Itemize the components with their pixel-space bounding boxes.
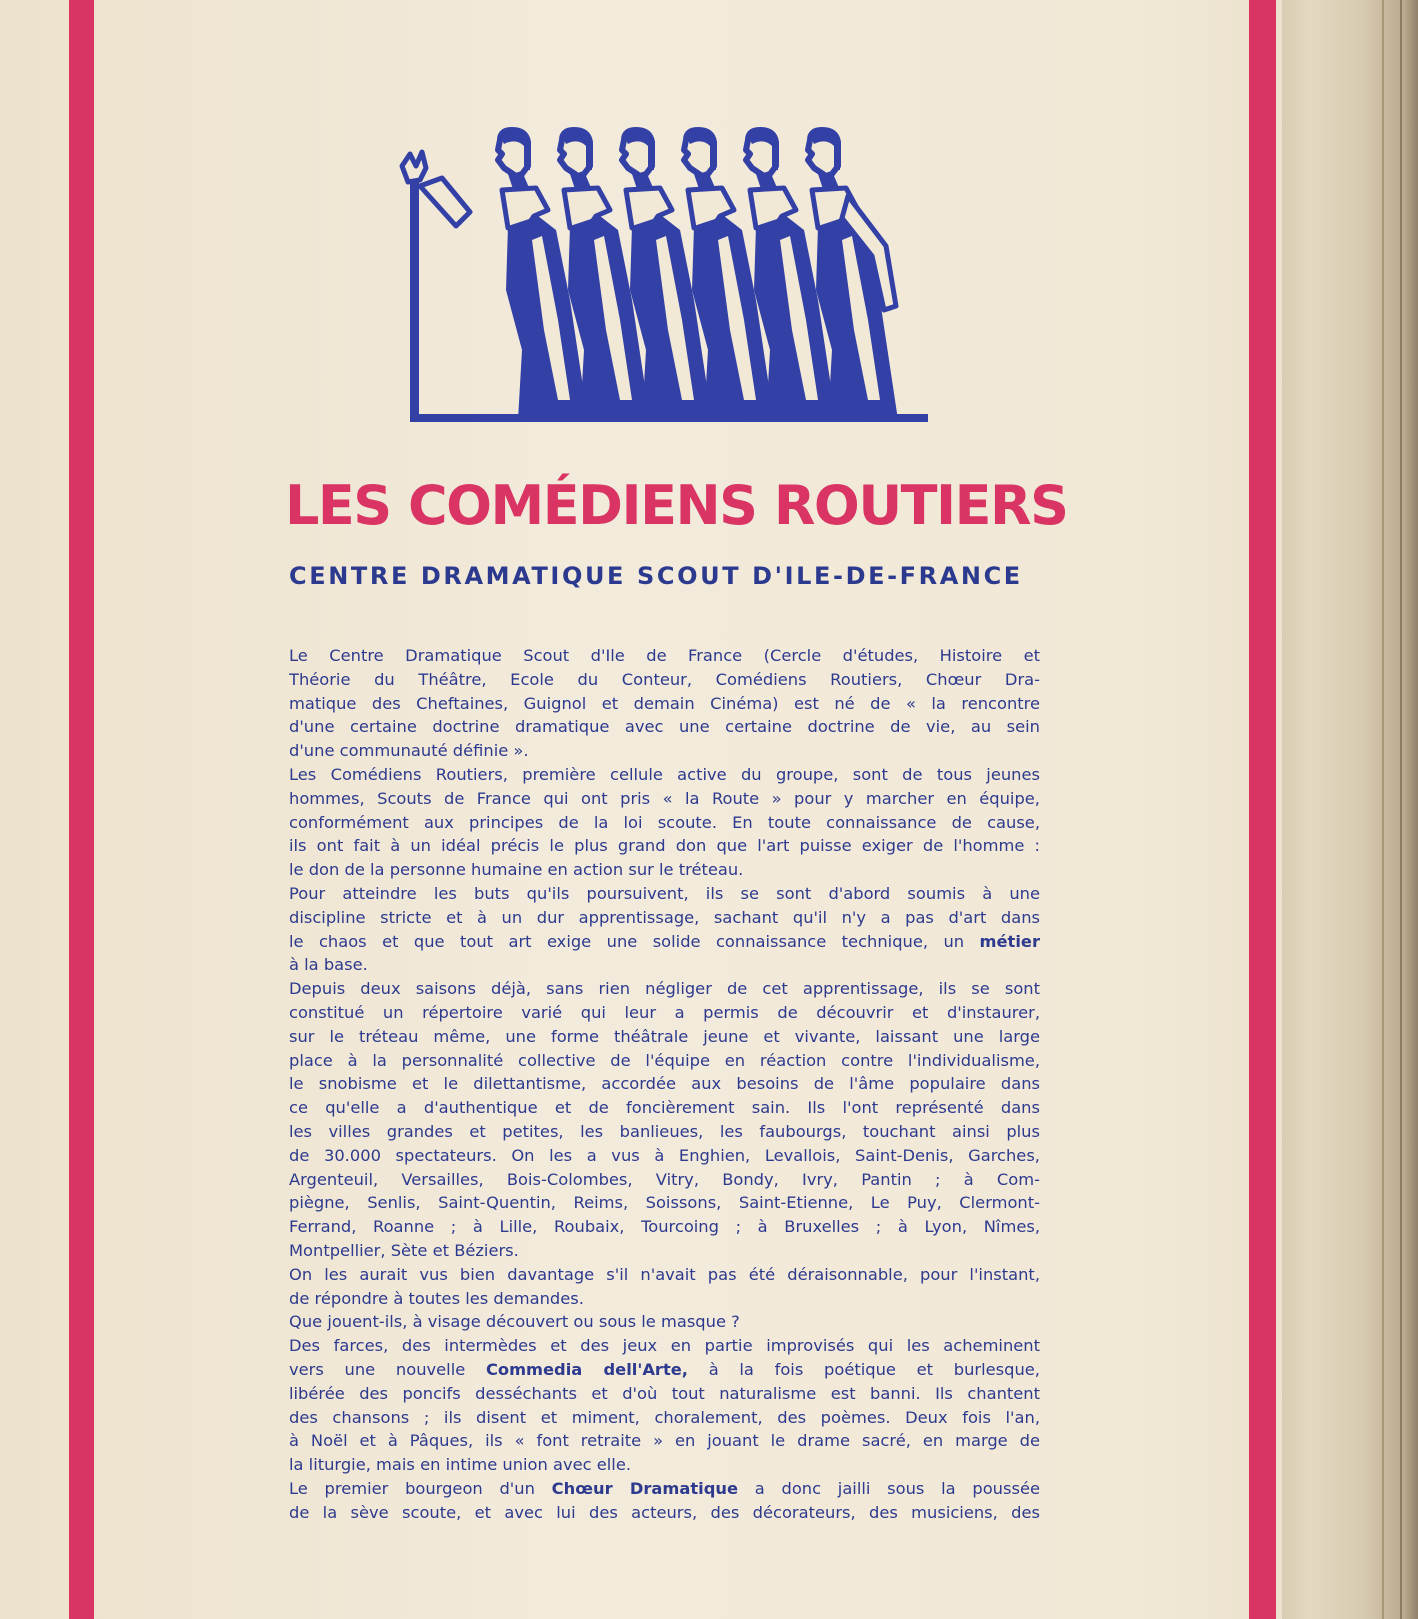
left-red-band — [69, 0, 94, 1619]
body-line-bold: Chœur Dramatique — [551, 1478, 739, 1498]
body-line — [289, 977, 1040, 1001]
body-line-text: Que jouent-ils, à visage découvert ou sous le masque ? — [289, 1312, 740, 1332]
body-line-text: Le premier bourgeon d'un — [289, 1478, 535, 1498]
page-title: LES COMÉDIENS ROUTIERS — [285, 474, 1068, 537]
body-line — [289, 1263, 1040, 1287]
body-line-text: conformément aux principes de la loi scoute. En toute connaissance de cause, — [289, 812, 1040, 832]
body-line — [289, 1072, 1040, 1096]
body-line — [289, 1049, 1040, 1073]
body-line — [289, 1025, 1040, 1049]
body-line-bold: Commedia dell'Arte, — [485, 1359, 688, 1379]
body-line — [289, 882, 1040, 906]
body-line-bold: métier — [979, 931, 1040, 951]
body-line-text: le chaos et que tout art exige une solide connaissance technique, un — [289, 931, 965, 951]
body-line — [289, 1310, 1040, 1334]
body-line — [289, 1120, 1040, 1144]
body-line-text: Pour atteindre les buts qu'ils poursuivent, ils se sont d'abord soumis à une — [289, 883, 1040, 903]
body-line — [289, 834, 1040, 858]
body-line-text: les villes grandes et petites, les banlieues, les faubourgs, touchant ainsi plus — [289, 1121, 1040, 1141]
body-line-text: de 30.000 spectateurs. On les a vus à Enghien, Levallois, Saint-Denis, Garches, — [289, 1145, 1040, 1165]
body-line-text: le snobisme et le dilettantisme, accordée aux besoins de l'âme populaire dans — [289, 1074, 1040, 1094]
body-line — [289, 953, 1040, 977]
body-line — [289, 1215, 1040, 1239]
body-line — [289, 1382, 1040, 1406]
body-line — [289, 1191, 1040, 1215]
body-line-text: de répondre à toutes les demandes. — [289, 1288, 584, 1308]
body-line-text: la liturgie, mais en intime union avec elle. — [289, 1455, 632, 1475]
body-line — [289, 1287, 1040, 1311]
body-line — [289, 1429, 1040, 1453]
body-line — [289, 739, 1040, 763]
body-line — [289, 1144, 1040, 1168]
body-line-text: d'une communauté définie ». — [289, 741, 529, 761]
body-line-text: On les aurait vus bien davantage s'il n'avait pas été déraisonnable, pour l'instant, — [289, 1264, 1040, 1284]
body-line-text: d'une certaine doctrine dramatique avec une certaine doctrine de vie, au sein — [289, 717, 1040, 737]
body-line-text: à la base. — [289, 955, 368, 975]
body-line — [289, 858, 1040, 882]
right-red-band — [1249, 0, 1276, 1619]
body-line — [289, 1001, 1040, 1025]
body-line-text: vers une nouvelle — [289, 1359, 466, 1379]
body-line — [289, 1477, 1040, 1501]
body-line — [289, 1239, 1040, 1263]
body-line — [289, 811, 1040, 835]
body-line-text: Argenteuil, Versailles, Bois-Colombes, Vitry, Bondy, Ivry, Pantin ; à Com- — [289, 1169, 1040, 1189]
body-line — [289, 1358, 1040, 1382]
body-line-text: constitué un répertoire varié qui leur a permis de découvrir et d'instaurer, — [289, 1002, 1040, 1022]
body-line-text: piègne, Senlis, Saint-Quentin, Reims, Soissons, Saint-Etienne, Le Puy, Clermont- — [289, 1193, 1040, 1213]
body-line-text: Ferrand, Roanne ; à Lille, Roubaix, Tourcoing ; à Bruxelles ; à Lyon, Nîmes, — [289, 1217, 1040, 1237]
body-line — [289, 930, 1040, 954]
body-line — [289, 1168, 1040, 1192]
body-line-text: Les Comédiens Routiers, première cellule active du groupe, sont de tous jeunes — [289, 764, 1040, 784]
marching-actors-icon — [396, 126, 956, 436]
body-line-text: discipline stricte et à un dur apprentissage, sachant qu'il n'y a pas d'art dans — [289, 907, 1040, 927]
body-line-text: sur le tréteau même, une forme théâtrale jeune et vivante, laissant une large — [289, 1026, 1040, 1046]
body-line — [289, 1453, 1040, 1477]
body-text — [289, 644, 1040, 1524]
body-line — [289, 644, 1040, 668]
body-line — [289, 1501, 1040, 1525]
body-line-text: place à la personnalité collective de l'équipe en réaction contre l'individualisme, — [289, 1050, 1040, 1070]
body-line-after: à la fois poétique et burlesque, — [708, 1359, 1040, 1379]
body-line — [289, 763, 1040, 787]
body-line — [289, 787, 1040, 811]
body-line-text: Montpellier, Sète et Béziers. — [289, 1240, 519, 1260]
body-line-text: Depuis deux saisons déjà, sans rien négliger de cet apprentissage, ils se sont — [289, 979, 1040, 999]
body-line-text: Théorie du Théâtre, Ecole du Conteur, Comédiens Routiers, Chœur Dra- — [289, 669, 1040, 689]
page-edge-stack — [1282, 0, 1418, 1619]
body-line-text: ce qu'elle a d'authentique et de foncièrement sain. Ils l'ont représenté dans — [289, 1098, 1040, 1118]
body-line — [289, 1334, 1040, 1358]
body-line — [289, 715, 1040, 739]
body-line-text: Le Centre Dramatique Scout d'Ile de France (Cercle d'études, Histoire et — [289, 646, 1040, 665]
body-line — [289, 668, 1040, 692]
body-line-text: ils ont fait à un idéal précis le plus grand don que l'art puisse exiger de l'homme : — [289, 836, 1040, 856]
body-line-text: de la sève scoute, et avec lui des acteurs, des décorateurs, des musiciens, des — [289, 1502, 1040, 1522]
body-line — [289, 906, 1040, 930]
body-line-text: le don de la personne humaine en action sur le tréteau. — [289, 860, 744, 880]
body-line-text: hommes, Scouts de France qui ont pris « la Route » pour y marcher en équipe, — [289, 788, 1040, 808]
body-line — [289, 692, 1040, 716]
body-line — [289, 1406, 1040, 1430]
body-line-text: libérée des poncifs desséchants et d'où tout naturalisme est banni. Ils chantent — [289, 1383, 1040, 1403]
body-line-text: à Noël et à Pâques, ils « font retraite » en jouant le drame sacré, en marge de — [289, 1431, 1040, 1451]
body-line-text: des chansons ; ils disent et miment, choralement, des poèmes. Deux fois l'an, — [289, 1407, 1040, 1427]
body-line-text: Des farces, des intermèdes et des jeux en partie improvisés qui les acheminent — [289, 1336, 1040, 1356]
body-line-text: matique des Cheftaines, Guignol et demain Cinéma) est né de « la rencontre — [289, 693, 1040, 713]
body-line — [289, 1096, 1040, 1120]
page-subtitle: CENTRE DRAMATIQUE SCOUT D'ILE-DE-FRANCE — [289, 562, 1023, 590]
body-line-after: a donc jailli sous la poussée — [754, 1478, 1040, 1498]
